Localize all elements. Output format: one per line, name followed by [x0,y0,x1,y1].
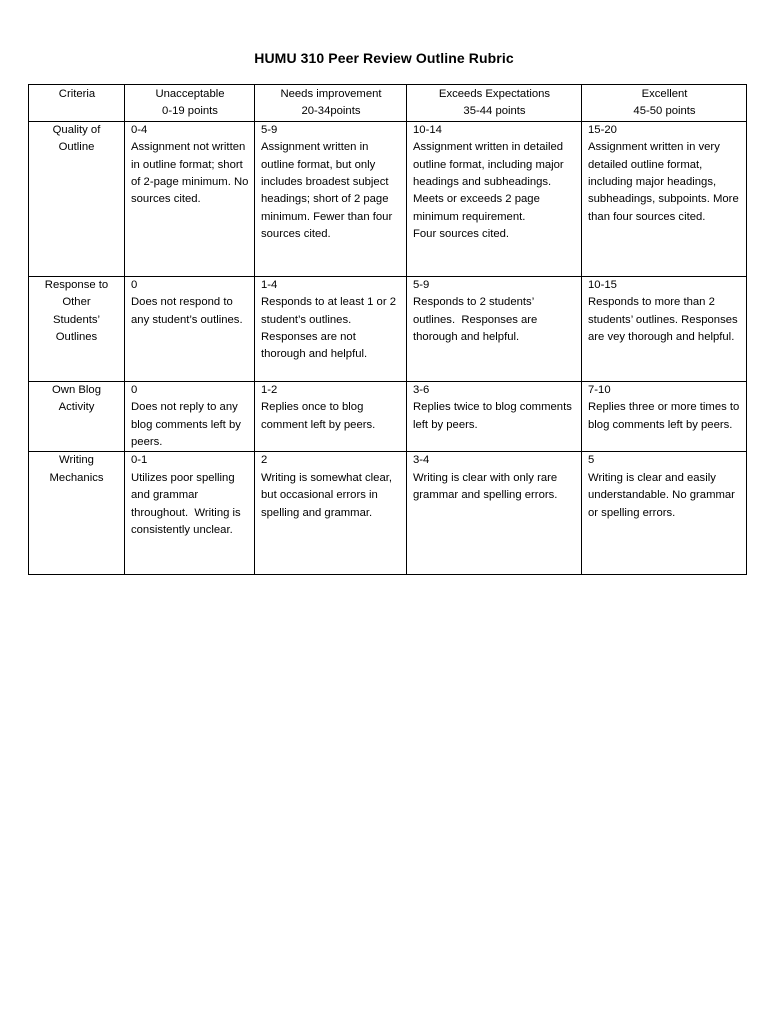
rubric-cell [582,121,747,276]
header-level-name: Exceeds Expectations [438,88,551,100]
header-level-exceeds-expectations [407,85,582,122]
cell-description: Assignment written in very detailed outline format, including major headings, subheadings, subpoints. More than four sources cited. [588,141,742,223]
cell-description: Assignment written in outline format, but only includes broadest subject headings; short of 2 page minimum. Fewer than four sources cited. [261,141,396,241]
table-row [29,276,747,381]
points-range: 5 [588,454,595,467]
points-range: 10-15 [588,278,617,291]
cell-description: Writing is clear with only rare grammar and spelling errors. [413,471,561,502]
cell-description: Responds to at least 1 or 2 student’s outlines. Responses are not thorough and helpful. [261,296,400,361]
header-level-unacceptable [125,85,255,122]
cell-description: Assignment not written in outline format; short of 2-page minimum. No sources cited. [131,141,252,206]
header-level-excellent [582,85,747,122]
header-criteria-label: Criteria [58,88,96,100]
cell-description: Assignment written in detailed outline format, including major headings and subheadings. Meets or exceeds 2 page minimum requirement. [413,141,567,223]
header-level-points: 20-34points [301,105,361,118]
table-row [29,381,747,452]
criterion-cell [29,121,125,276]
points-range: 5-9 [261,123,278,136]
header-level-name: Needs improvement [280,88,382,100]
cell-description: Replies once to blog comment left by peers. [261,401,376,431]
rubric-cell [255,381,407,452]
criterion-cell [29,452,125,575]
rubric-cell [407,276,582,381]
points-range: 1-2 [261,383,278,396]
criterion-label: Quality of Outline [52,123,104,154]
header-criteria [29,85,125,122]
points-range: 15-20 [588,123,617,136]
cell-description: Writing is clear and easily understandable. No grammar or spelling errors. [588,471,739,519]
rubric-cell [582,276,747,381]
cell-description: Does not reply to any blog comments left by peers. [131,401,245,449]
cell-description: Responds to 2 students’ outlines. Responses are thorough and helpful. [413,296,541,344]
cell-description: Utilizes poor spelling and grammar throughout. Writing is consistently unclear. [131,471,244,537]
header-level-points: 35-44 points [463,105,526,118]
table-row [29,452,747,575]
header-level-needs-improvement [255,85,407,122]
rubric-cell [407,381,582,452]
criterion-cell [29,381,125,452]
header-level-points: 45-50 points [633,105,696,118]
points-range: 3-4 [413,454,430,467]
rubric-cell [582,381,747,452]
rubric-cell [255,452,407,575]
points-range: 0-1 [131,454,148,467]
rubric-cell [125,276,255,381]
header-level-name: Unacceptable [155,88,225,100]
points-range: 0 [131,278,138,291]
rubric-cell [255,121,407,276]
points-range: 1-4 [261,278,278,291]
rubric-table [28,84,747,575]
criterion-label: Own Blog Activity [52,383,104,414]
cell-description: Does not respond to any student’s outlines. [131,296,243,326]
points-range: 7-10 [588,383,611,396]
rubric-cell [125,381,255,452]
points-range: 10-14 [413,123,442,136]
points-range: 3-6 [413,383,430,396]
points-range: 2 [261,454,268,467]
criterion-label: Writing Mechanics [49,454,104,484]
rubric-cell [125,121,255,276]
page-title: HUMU 310 Peer Review Outline Rubric [254,50,514,66]
cell-description: Replies twice to blog comments left by peers. [413,401,575,431]
table-header-row [29,85,747,122]
criterion-label: Response to Other Students’ Outlines [44,278,112,344]
points-range: 0 [131,383,138,396]
cell-description: Writing is somewhat clear, but occasional errors in spelling and grammar. [261,471,396,519]
points-range: 5-9 [413,278,430,291]
rubric-cell [582,452,747,575]
rubric-cell [255,276,407,381]
rubric-cell [407,121,582,276]
cell-description-extra: Four sources cited. [413,228,510,241]
points-range: 0-4 [131,123,148,136]
rubric-cell [407,452,582,575]
table-row [29,121,747,276]
cell-description: Responds to more than 2 students’ outlines. Responses are vey thorough and helpful. [588,296,741,344]
criterion-cell [29,276,125,381]
cell-description: Replies three or more times to blog comments left by peers. [588,401,743,431]
rubric-cell [125,452,255,575]
header-level-points: 0-19 points [162,105,218,118]
header-level-name: Excellent [641,88,688,100]
